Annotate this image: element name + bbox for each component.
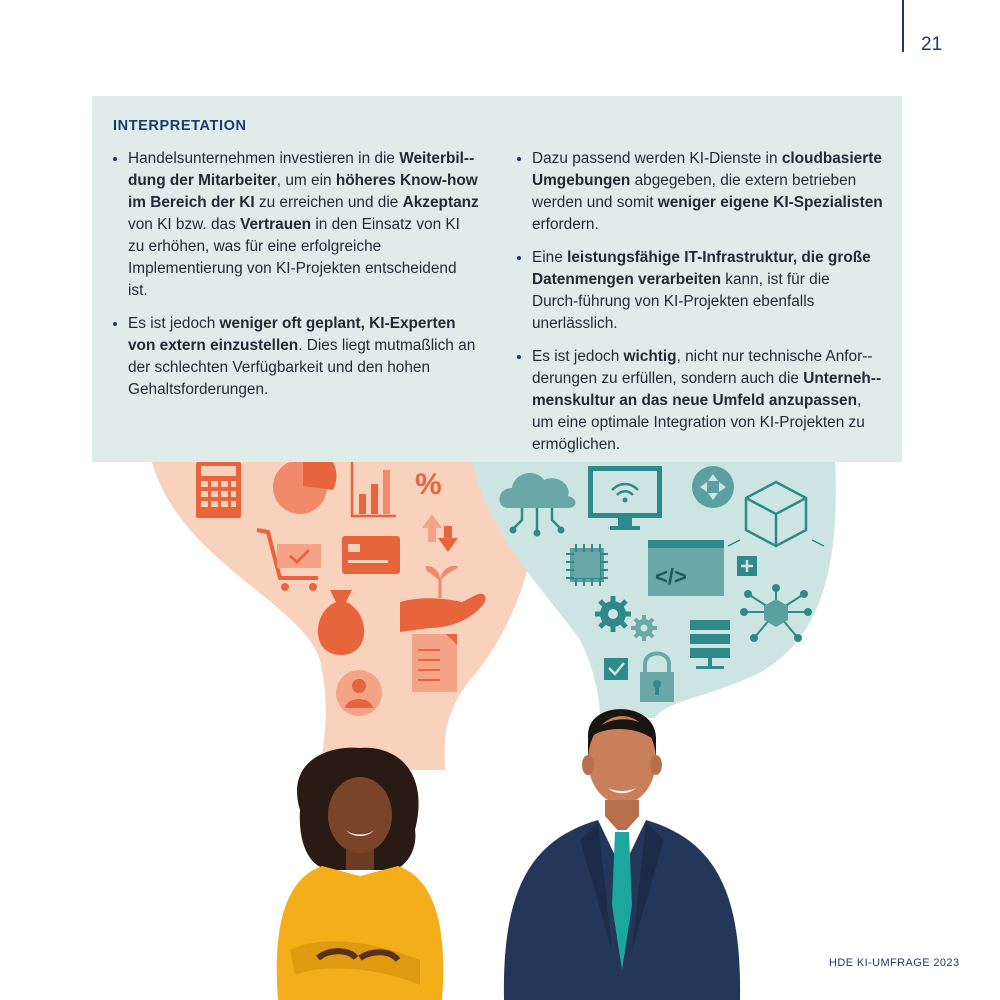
- calculator-icon: [196, 462, 241, 518]
- bullet-text: von KI bzw. das: [128, 216, 241, 233]
- bullet-text: , um eine optimale Integration von KI-Projekten zu ermöglichen.: [532, 392, 865, 453]
- footer-publication-name: HDE KI-UMFRAGE 2023: [829, 957, 960, 969]
- bullet-bold-text: wichtig: [623, 348, 677, 365]
- bullet-text: . Dies liegt mutmaßlich an der schlechten Verfügbarkeit und den hohen Gehaltsforderungen.: [128, 337, 476, 398]
- bullet-text: Es ist jedoch: [128, 315, 220, 332]
- woman-crossed-arms: [277, 748, 443, 1000]
- direction-pad-icon: [692, 466, 734, 508]
- svg-text:</>: </>: [655, 564, 687, 589]
- bullet-item: [113, 148, 479, 302]
- bullet-item: [517, 346, 885, 456]
- bullet-item: [517, 247, 885, 335]
- credit-card-icon: [342, 536, 400, 574]
- chip-icon: [566, 544, 608, 586]
- bullet-text: , nicht nur technische Anfor-derungen zu erfüllen, sondern auch die: [532, 348, 873, 387]
- bullet-item: [517, 148, 885, 236]
- page-number: 21: [921, 34, 943, 55]
- illustration: [0, 440, 1000, 1000]
- man-in-suit: [504, 709, 740, 1000]
- bullet-text: kann, ist für die Durch-führung von KI-Projekten ebenfalls unerlässlich.: [532, 271, 830, 332]
- interpretation-box: [92, 96, 902, 462]
- bullet-text: , um ein: [276, 172, 336, 189]
- bullet-bold-text: höheres Know-how im Bereich der KI: [128, 172, 478, 211]
- bullet-bold-text: weniger oft geplant, KI-Experten von extern einzustellen: [128, 315, 456, 354]
- bullet-text: in den Einsatz von KI zu erhöhen, was für eine erfolgreiche Implementierung von KI-Projekten entscheidend ist.: [128, 216, 460, 299]
- percent-icon: %: [415, 468, 442, 501]
- bullet-bold-text: Akzeptanz: [402, 194, 479, 211]
- bullet-bold-text: leistungsfähige IT-Infrastruktur, die große Datenmengen verarbeiten: [532, 249, 871, 288]
- bullet-text: erfordern.: [532, 216, 599, 233]
- bullet-bold-text: Unterneh-menskultur an das neue Umfeld anzupassen: [532, 370, 882, 409]
- bullet-bold-text: weniger eigene KI-Spezialisten: [657, 194, 883, 211]
- bullet-item: [113, 313, 479, 401]
- bullet-bold-text: Vertrauen: [240, 216, 312, 233]
- interpretation-right-list: [517, 148, 885, 467]
- bullet-text: abgegeben, die extern betrieben werden und somit: [532, 172, 857, 211]
- bullet-bold-text: Weiterbil-dung der Mitarbeiter: [128, 150, 475, 189]
- bullet-text: Dazu passend werden KI-Dienste in: [532, 150, 782, 167]
- bullet-text: Es ist jedoch: [532, 348, 624, 365]
- bullet-text: Eine: [532, 249, 568, 266]
- person-icon: [336, 670, 382, 716]
- page-rule: [902, 0, 904, 52]
- bullet-text: zu erreichen und die: [254, 194, 403, 211]
- interpretation-left-list: [113, 148, 479, 412]
- box-title: INTERPRETATION: [113, 118, 247, 134]
- bullet-bold-text: cloudbasierte Umgebungen: [532, 150, 882, 189]
- checkbox-icon: [604, 658, 628, 680]
- code-window-icon: [648, 540, 724, 596]
- plus-icon: [737, 556, 757, 576]
- bullet-text: Handelsunternehmen investieren in die: [128, 150, 400, 167]
- checklist-icon: [412, 634, 457, 692]
